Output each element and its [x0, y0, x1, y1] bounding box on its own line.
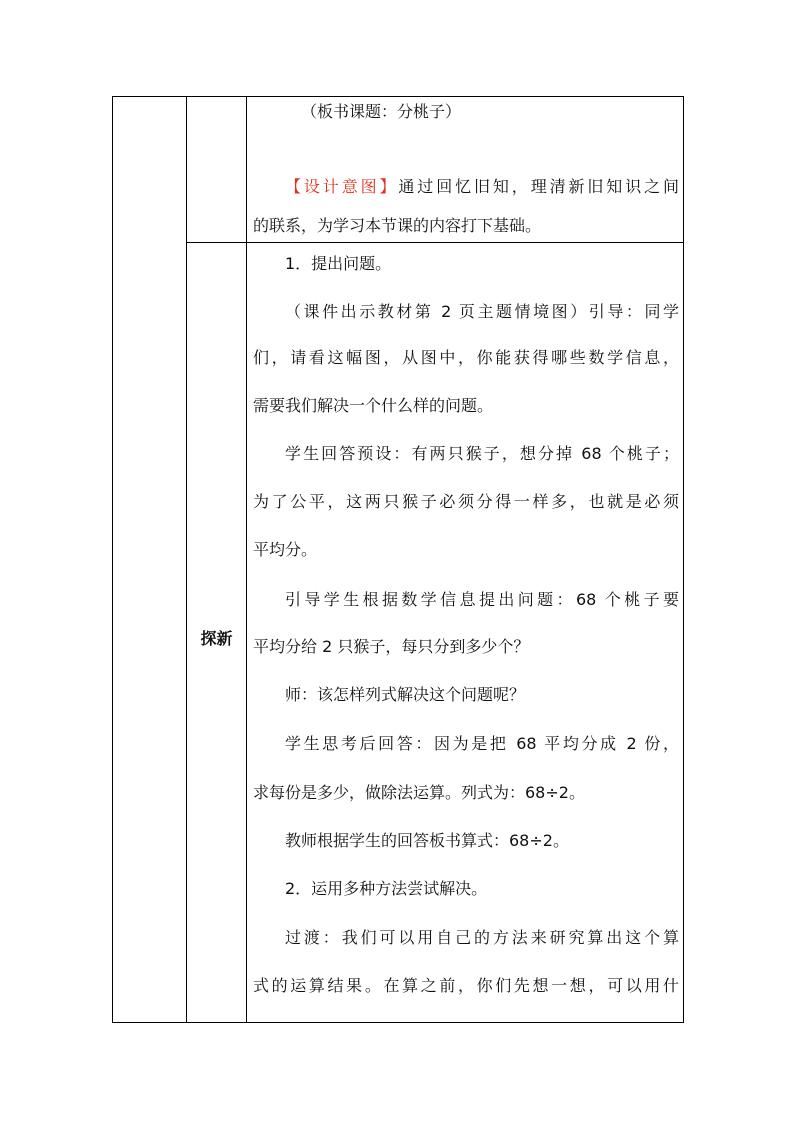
- paragraph-line: [253, 685, 679, 705]
- paragraph-line: [253, 976, 679, 996]
- table-divider-col1: [186, 96, 187, 1023]
- line-text: 平均分给 2 只猴子，每只分到多少个？: [253, 637, 530, 656]
- line-text: 引导学生根据数学信息提出问题：68 个桃子要: [285, 590, 679, 609]
- paragraph-line: [253, 928, 679, 948]
- paragraph-line: [253, 637, 679, 657]
- paragraph-line: [253, 492, 679, 512]
- line-text: 2．运用多种方法尝试解决。: [285, 879, 488, 898]
- paragraph-line: [253, 254, 679, 274]
- paragraph-line: [253, 302, 679, 322]
- paragraph-line: [253, 831, 679, 851]
- design-intent-text: 通过回忆旧知，理清新旧知识之间: [398, 177, 679, 196]
- line-text: （课件出示教材第 2 页主题情境图）引导：同学: [285, 302, 679, 321]
- line-text: 为了公平，这两只猴子必须分得一样多，也就是必须: [253, 492, 679, 511]
- board-title-text: （板书课题：分桃子）: [301, 102, 462, 121]
- section-label-tanxin: 探新: [200, 629, 233, 648]
- paragraph-line: [253, 396, 679, 416]
- table-divider-col2: [246, 96, 247, 1023]
- design-intent-text-2: 的联系，为学习本节课的内容打下基础。: [253, 216, 542, 235]
- design-intent-line2: [253, 216, 679, 236]
- line-text: 师：该怎样列式解决这个问题呢？: [285, 685, 526, 704]
- line-text: 1．提出问题。: [285, 254, 392, 273]
- line-text: 教师根据学生的回答板书算式：68÷2。: [285, 831, 569, 850]
- design-intent-line1: [253, 177, 679, 197]
- board-title-line: [253, 102, 679, 122]
- paragraph-line: [253, 590, 679, 610]
- line-text: 过渡：我们可以用自己的方法来研究算出这个算: [285, 928, 679, 947]
- paragraph-line: [253, 879, 679, 899]
- line-text: 学生思考后回答：因为是把 68 平均分成 2 份，: [285, 734, 679, 753]
- table-row-divider: [186, 242, 684, 243]
- paragraph-line: [253, 444, 679, 464]
- design-intent-tag: 【设计意图】: [285, 177, 399, 196]
- line-text: 学生回答预设：有两只猴子，想分掉 68 个桃子；: [285, 444, 679, 463]
- line-text: 需要我们解决一个什么样的问题。: [253, 396, 494, 415]
- line-text: 平均分。: [253, 540, 318, 559]
- paragraph-line: [253, 783, 679, 803]
- line-text: 求每份是多少，做除法运算。列式为：68÷2。: [253, 783, 585, 802]
- paragraph-line: [253, 348, 679, 368]
- line-text: 们，请看这幅图，从图中，你能获得哪些数学信息，: [253, 348, 679, 367]
- paragraph-line: [253, 540, 679, 560]
- line-text: 式的运算结果。在算之前，你们先想一想，可以用什: [253, 976, 679, 995]
- paragraph-line: [253, 734, 679, 754]
